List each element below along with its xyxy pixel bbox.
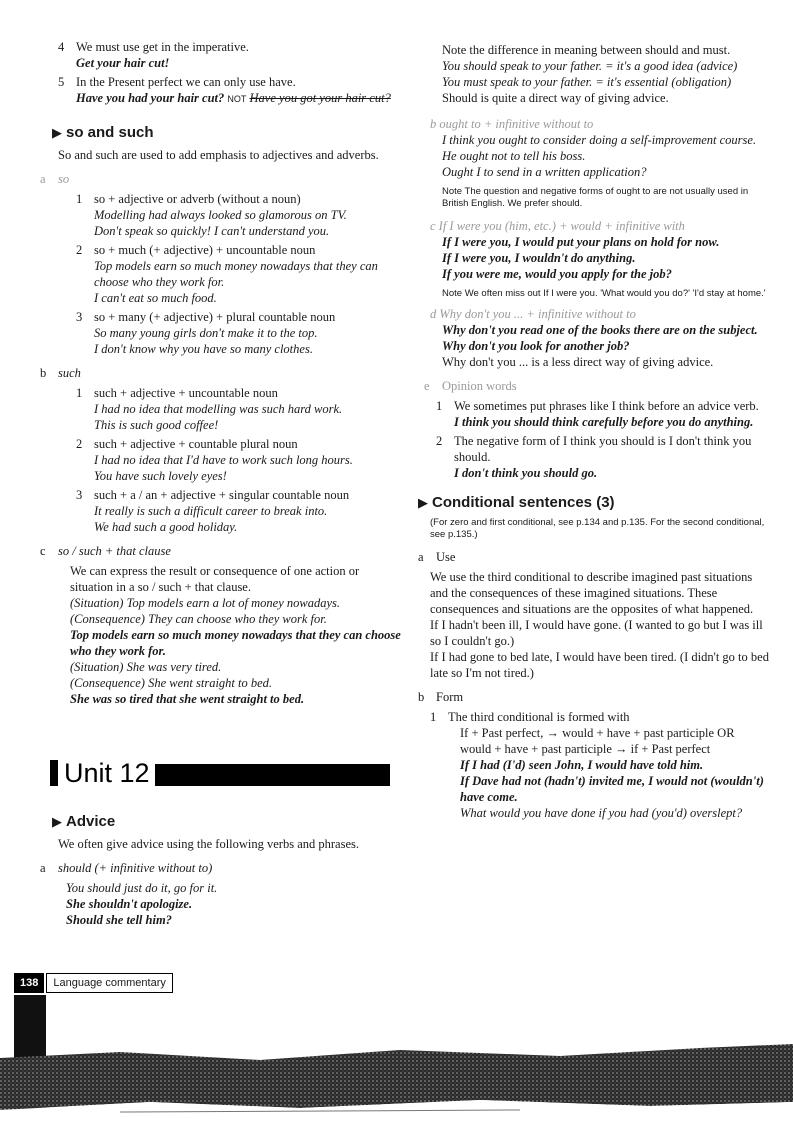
ought-examples: I think you ought to consider doing a self-improvement course. He ought not to tell his boss. Ought I to send in a written application? — [442, 133, 757, 179]
footer-section-title: Language commentary — [46, 973, 173, 993]
item-text: In the Present perfect we can only use have. — [76, 75, 296, 89]
scan-texture — [0, 1040, 793, 1121]
advice-examples: You should just do it, go for it. She shouldn't apologize. Should she tell him? — [66, 881, 218, 927]
so-items — [58, 191, 403, 357]
list-item: 1 such + adjective + uncountable noun I had no idea that modelling was such hard work. This is such good coffee! — [76, 386, 343, 432]
section-heading-advice: ▶ Advice — [52, 813, 116, 830]
subsection-title-ought: b ought to + infinitive without to — [430, 117, 594, 131]
unit-title: Unit 12 — [64, 758, 150, 788]
triangle-icon: ▶ — [418, 495, 428, 510]
subsection-title-why-dont: d Why don't you ... + infinitive without to — [430, 307, 636, 321]
list-item: 3 such + a / an + adjective + singular countable noun It really is such a difficult career to break into. We had such a good holiday. — [76, 488, 350, 534]
subsection-b: b such — [40, 366, 81, 380]
triangle-icon: ▶ — [52, 814, 62, 829]
ought-note: Note The question and negative forms of ought to are not usually used in British English. We prefer should. — [442, 186, 749, 209]
item-text: We must use get in the imperative. — [76, 40, 249, 54]
subsection-a: a should (+ infinitive without to) — [40, 861, 213, 875]
subsection-opinion: e Opinion words — [424, 379, 517, 393]
unit-bar-right — [155, 764, 390, 786]
item-number: 4 — [58, 40, 65, 54]
subsection-a: a so — [40, 172, 70, 186]
advice-section — [40, 800, 403, 928]
left-column — [40, 36, 403, 707]
subsection-use: a Use — [418, 550, 456, 564]
unit-bar-left — [50, 760, 58, 786]
should-must-note: Note the difference in meaning between should and must. You should speak to your father. = it's a good idea (advice) You must speak to your father. = it's essential (obligation) Should is quite a direct way of giving advice. — [442, 43, 738, 105]
subsection-form: b Form — [418, 690, 464, 704]
if-were-note: Note We often miss out If I were you. 'What would you do?' 'I'd stay at home.' — [442, 288, 766, 299]
section-heading-conditional: ▶ Conditional sentences (3) — [418, 494, 615, 511]
list-item: 1 We sometimes put phrases like I think before an advice verb. I think you should think carefully before you do anything. — [436, 399, 759, 429]
page-number: 138 — [14, 973, 44, 993]
triangle-icon: ▶ — [52, 125, 62, 140]
such-items — [58, 385, 403, 535]
unit-banner — [50, 758, 390, 788]
list-item: 2 so + much (+ adjective) + uncountable noun Top models earn so much money nowadays that they can choose who they work for. I can't eat so much food. — [76, 243, 378, 305]
list-item: 3 so + many (+ adjective) + plural countable noun So many young girls don't make it to the top. I don't know why you have so many clothes. — [76, 310, 336, 356]
section-intro: So and such are used to add emphasis to adjectives and adverbs. — [58, 148, 379, 162]
list-item — [58, 74, 403, 107]
list-item — [58, 39, 403, 71]
so-such-that-body: We can express the result or consequence of one action or situation in a so / such + that clause. (Situation) Top models earn a lot of money nowadays. (Consequence) They can choose who they work for. Top models earn so much money nowadays that they can choose who they work for. (Situation) She was very tired. (Consequence) She went straight to bed. She was so tired that she went straight to bed. — [70, 564, 401, 706]
example: Have you had your hair cut? NOT Have you got your hair cut? — [76, 91, 391, 105]
section-intro: We often give advice using the following verbs and phrases. — [58, 837, 359, 851]
subsection-c: c so / such + that clause — [40, 544, 171, 558]
list-item: 1 so + adjective or adverb (without a noun) Modelling had always looked so glamorous on TV. Don't speak so quickly! I can't understand you. — [76, 192, 347, 238]
page-footer — [14, 973, 173, 993]
use-body: We use the third conditional to describe imagined past situations and the consequences of these imagined situations. These consequences and situations are the opposites of what happened. If I hadn't been ill, I would have gone. (I wanted to go but I was ill so I couldn't go.) If I had gone to bed late, I would have been tired. (I didn't go to bed late so I'm not tired.) — [430, 570, 769, 680]
subsection-title-if-i-were: c If I were you (him, etc.) + would + infinitive with — [430, 219, 685, 233]
list-item: 2 such + adjective + countable plural noun I had no idea that I'd have to work such long hours. You have such lovely eyes! — [76, 437, 353, 483]
section-heading-so-such: ▶ so and such — [52, 124, 154, 141]
list-item: 2 The negative form of I think you should is I don't think you should. I don't think you should go. — [436, 434, 752, 480]
why-dont-examples: Why don't you read one of the books there are on the subject. Why don't you look for another job? Why don't you ... is a less direct way of giving advice. — [442, 323, 758, 369]
conditional-note: (For zero and first conditional, see p.134 and p.135. For the second conditional, see p.135.) — [430, 517, 765, 540]
example: Get your hair cut! — [76, 56, 170, 70]
list-item: 1 The third conditional is formed with If + Past perfect, → would + have + past participle OR would + have + past participle → if + Past perfect If I had (I'd) seen John, I would have told him. If Dave had not (hadn't) invited me, I would not (wouldn't) have come. What would you have done if you had (you'd) overslept? — [430, 710, 764, 820]
if-were-examples: If I were you, I would put your plans on hold for now. If I were you, I wouldn't do anything. If you were me, would you apply for the job? — [442, 235, 720, 281]
item-number: 5 — [58, 75, 65, 89]
right-column — [418, 42, 770, 821]
